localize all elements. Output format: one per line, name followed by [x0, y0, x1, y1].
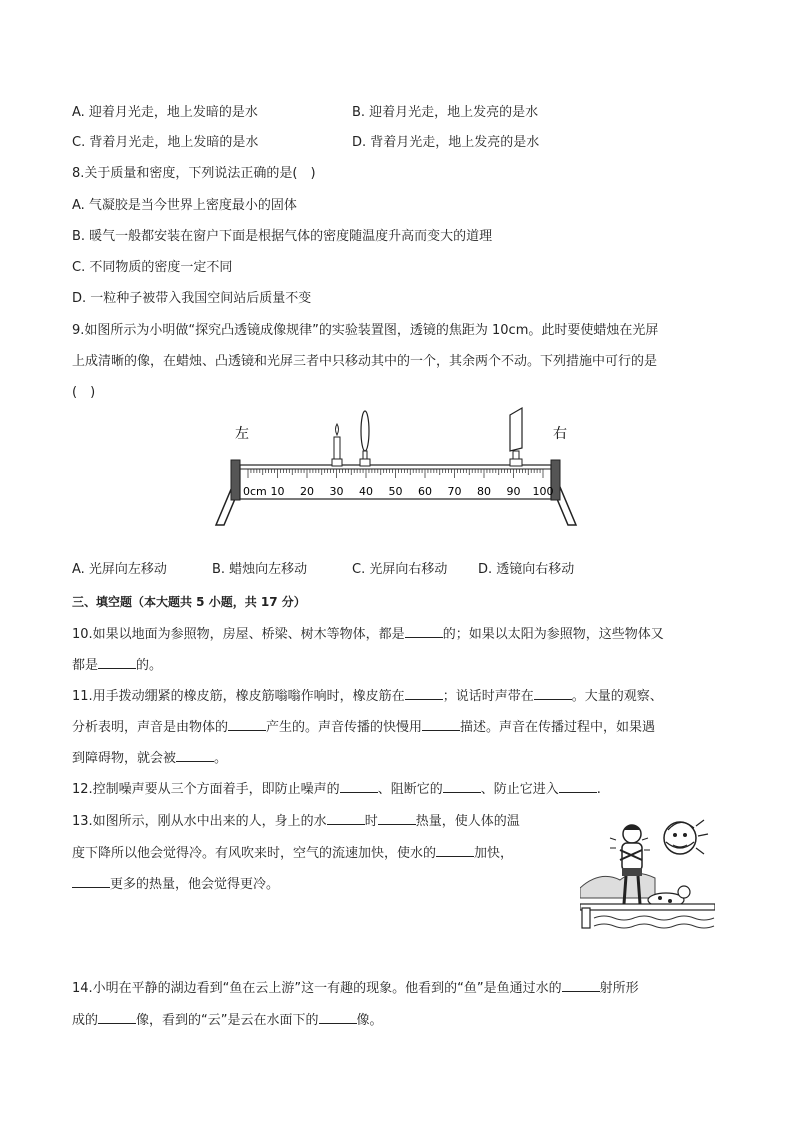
scale-label: 70	[447, 485, 462, 498]
convex-lens	[360, 411, 370, 466]
scale-label: 20	[300, 485, 314, 498]
scale-label: 90	[506, 485, 521, 498]
q13-line3: 更多的热量，他会觉得更冷。	[72, 873, 279, 895]
shivering-swimmer-illustration	[580, 808, 715, 933]
blank	[562, 977, 600, 992]
blank	[422, 716, 460, 731]
q9-option-b: B. 蜡烛向左移动	[212, 562, 308, 577]
q13-line1: 13.如图所示，刚从水中出来的人，身上的水 时 热量，使人体的温	[72, 810, 520, 832]
blank	[327, 810, 365, 825]
blank	[436, 842, 474, 857]
q14-line1: 14.小明在平静的湖边看到“鱼在云上游”这一有趣的现象。他看到的“鱼”是鱼通过水的 射所形	[72, 977, 639, 999]
q9-option-a: A. 光屏向左移动	[72, 562, 167, 577]
q12-line: 12.控制噪声要从三个方面着手，即防止噪声的 、阻断它的 、防止它进入 .	[72, 778, 601, 800]
q9-stem-line3: ( )	[72, 385, 96, 400]
blank	[228, 716, 266, 731]
scale-label: 100	[532, 485, 554, 498]
q8-stem: 8.关于质量和密度，下列说法正确的是( )	[72, 166, 316, 181]
optical-bench-figure	[210, 405, 590, 530]
q11-line2: 分析表明，声音是由物体的 产生的。声音传播的快慢用 描述。声音在传播过程中，如果遇	[72, 716, 655, 738]
blank	[378, 810, 416, 825]
blank	[98, 654, 136, 669]
q11-line3: 到障碍物，就会被 。	[72, 747, 227, 769]
blank	[534, 685, 572, 700]
section-heading: 三、填空题（本大题共 5 小题，共 17 分）	[72, 595, 306, 609]
blank	[405, 685, 443, 700]
scale-label: 30	[329, 485, 344, 498]
light-screen	[510, 408, 522, 466]
q7-option-d: D. 背着月光走，地上发亮的是水	[352, 135, 540, 150]
q13-line2: 度下降所以他会觉得冷。有风吹来时，空气的流速加快，使水的 加快，	[72, 842, 513, 864]
left-end-post	[231, 460, 240, 500]
q9-option-c: C. 光屏向右移动	[352, 562, 448, 577]
q10-line1: 10.如果以地面为参照物，房屋、桥梁、树木等物体，都是 的；如果以太阳为参照物，这些物体又	[72, 623, 664, 645]
left-label: 左	[235, 426, 249, 442]
q7-option-b: B. 迎着月光走，地上发亮的是水	[352, 105, 539, 120]
q8-option-d: D. 一粒种子被带入我国空间站后质量不变	[72, 291, 312, 306]
right-label: 右	[553, 426, 567, 442]
q7-option-c: C. 背着月光走，地上发暗的是水	[72, 135, 259, 150]
blank	[405, 623, 443, 638]
scale-label: 80	[477, 485, 491, 498]
wind-icon	[664, 820, 708, 854]
q9-stem-line2: 上成清晰的像，在蜡烛、凸透镜和光屏三者中只移动其中的一个，其余两个不动。下列措施中可行的是	[72, 354, 658, 369]
blank	[340, 778, 378, 793]
q9-option-d: D. 透镜向右移动	[478, 562, 575, 577]
blank	[319, 1009, 357, 1024]
q14-line2: 成的 像，看到的“云”是云在水面下的 像。	[72, 1009, 383, 1031]
q7-option-a: A. 迎着月光走，地上发暗的是水	[72, 105, 258, 120]
q8-option-c: C. 不同物质的密度一定不同	[72, 260, 233, 275]
blank	[72, 873, 110, 888]
scale-label: 10	[270, 485, 285, 498]
candle	[332, 424, 342, 466]
q11-line1: 11.用手拨动绷紧的橡皮筋，橡皮筋嗡嗡作响时，橡皮筋在 ；说话时声带在 。大量的观察、	[72, 685, 663, 707]
q9-stem-line1: 9.如图所示为小明做“探究凸透镜成像规律”的实验装置图，透镜的焦距为 10cm。此时要使蜡烛在光屏	[72, 323, 659, 338]
scale-label: 40	[359, 485, 373, 498]
scale-label: 0cm	[243, 485, 267, 498]
blank	[443, 778, 481, 793]
blank	[176, 747, 214, 762]
scale-label: 50	[388, 485, 403, 498]
q8-option-a: A. 气凝胶是当今世界上密度最小的固体	[72, 198, 297, 213]
blank	[98, 1009, 136, 1024]
q8-option-b: B. 暖气一般都安装在窗户下面是根据气体的密度随温度升高而变大的道理	[72, 229, 493, 244]
scale-label: 60	[418, 485, 432, 498]
blank	[559, 778, 597, 793]
q10-line2: 都是 的。	[72, 654, 162, 676]
